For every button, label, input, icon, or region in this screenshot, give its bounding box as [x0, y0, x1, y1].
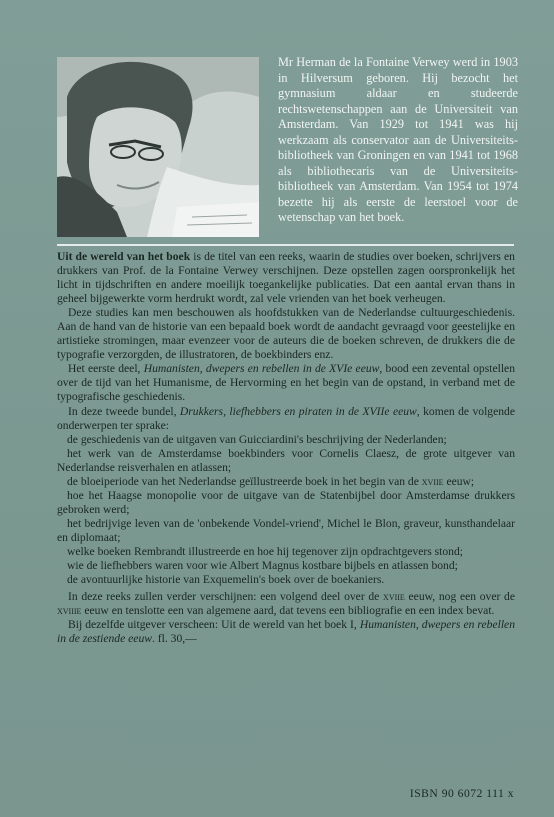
text-fragment: de bloeiperiode van het Nederlandse geïllustreerde boek in het begin van de [67, 474, 422, 488]
century-numeral: xviiie [57, 604, 82, 618]
isbn-number: ISBN 90 6072 111 x [409, 787, 514, 800]
series-title: Uit de wereld van het boek [57, 250, 191, 263]
paragraph-future-volumes [57, 590, 515, 618]
series-description [57, 250, 515, 646]
topic-item: welke boeken Rembrandt illustreerde en hoe hij tegenover zijn opdrachtgevers stond; [67, 544, 463, 558]
intro-text: is de titel van een reeks, waarin de studies over boeken, schrijvers en drukkers van Prof. de la Fontaine Verwey verschijnen. Deze opstellen zagen oorspronkelijk het licht in tijdschriften en andere moeilijk toegankelijke publicaties. Dat een aantal ervan thans in geheel bijgewerkte vorm herdrukt wordt, zal vele vrienden van het boek verheugen. [57, 250, 515, 306]
text-fragment: In deze reeks zullen verder verschijnen: een volgend deel over de [68, 590, 384, 604]
second-volume-title: Drukkers, liefhebbers en piraten in de XVIIe eeuw [179, 404, 417, 418]
topic-item: de geschiedenis van de uitgaven van Guicciardini's beschrijving der Nederlanden; [67, 432, 447, 446]
paragraph-second-volume [57, 405, 515, 433]
author-photo [57, 57, 259, 237]
topic-item: het bedrijvige leven van de 'onbekende Vondel-vriend', Michel le Blon, graveur, kunsthandelaar en diplomaat; [57, 516, 515, 544]
author-biography: Mr Herman de la Fontaine Verwey werd in 1903 in Hilversum geboren. Hij bezocht het gymnasium aldaar en studeerde rechtswetenschappen aan de Universiteit van Amsterdam. Van 1929 tot 1941 was hij werkzaam als conservator aan de Universiteits-bibliotheek van Groningen en van 1941 tot 1968 als bibliothecaris van de Universiteits-bibliotheek van Amsterdam. Van 1954 tot 1974 bezette hij als eerste de leerstoel voor de wetenschap van het boek. [278, 55, 518, 224]
section-divider [57, 244, 514, 246]
paragraph-also-published [57, 618, 515, 646]
author-section [0, 0, 554, 248]
also-published-title: Humanisten, dwepers en rebellen in de zestiende eeuw [57, 618, 515, 646]
topic-item: hoe het Haagse monopolie voor de uitgave van de Statenbijbel door Amsterdamse drukkers gebroken werd; [57, 488, 515, 516]
text-fragment: Het eerste deel, [68, 362, 144, 376]
text-fragment: , bood een zevental opstellen over de tijd van het Humanisme, de Hervorming en het begin van de opstand, in verband met de typografische geschiedenis. [57, 362, 515, 404]
price-text: . fl. 30,— [151, 632, 197, 646]
paragraph-first-volume [57, 362, 515, 404]
text-fragment: , komen de volgende onderwerpen ter sprake: [57, 404, 515, 432]
topic-item: de avontuurlijke historie van Exquemelin's boek over de boekaniers. [67, 573, 385, 587]
text-fragment: Bij dezelfde uitgever verscheen: Uit de wereld van het boek I, [68, 618, 360, 632]
century-numeral: xviie [383, 590, 405, 604]
topic-item: het werk van de Amsterdamse boekbinders voor Cornelis Claesz, de grote uitgever van Nederlandse reisverhalen en atlassen; [57, 446, 515, 474]
paragraph-cultural-history: Deze studies kan men beschouwen als hoofdstukken van de Nederlandse cultuurgeschiedenis. Aan de hand van de historie van een bepaald boek wordt de aandacht gevraagd voor geestelijke en artistieke stromingen, maar evenzeer voor de auteurs die de boeken schreven, de drukkers die de typografie verzorgden, de illustratoren, de boekbinders enz. [57, 306, 515, 362]
first-volume-title: Humanisten, dwepers en rebellen in de XVIe eeuw [143, 362, 380, 376]
author-portrait-image [57, 57, 259, 237]
intro-paragraph [57, 250, 515, 306]
century-numeral: xviie [421, 474, 444, 488]
text-fragment: eeuw, nog een over de [404, 590, 516, 604]
text-fragment: eeuw; [443, 474, 475, 488]
topic-item [57, 475, 515, 489]
text-fragment: eeuw en tenslotte een van algemene aard, dat tevens een bibliografie en een index bevat. [81, 604, 495, 618]
text-fragment: In deze tweede bundel, [68, 404, 180, 418]
topic-item: wie de liefhebbers waren voor wie Albert Magnus kostbare bijbels en atlassen bond; [67, 559, 458, 573]
